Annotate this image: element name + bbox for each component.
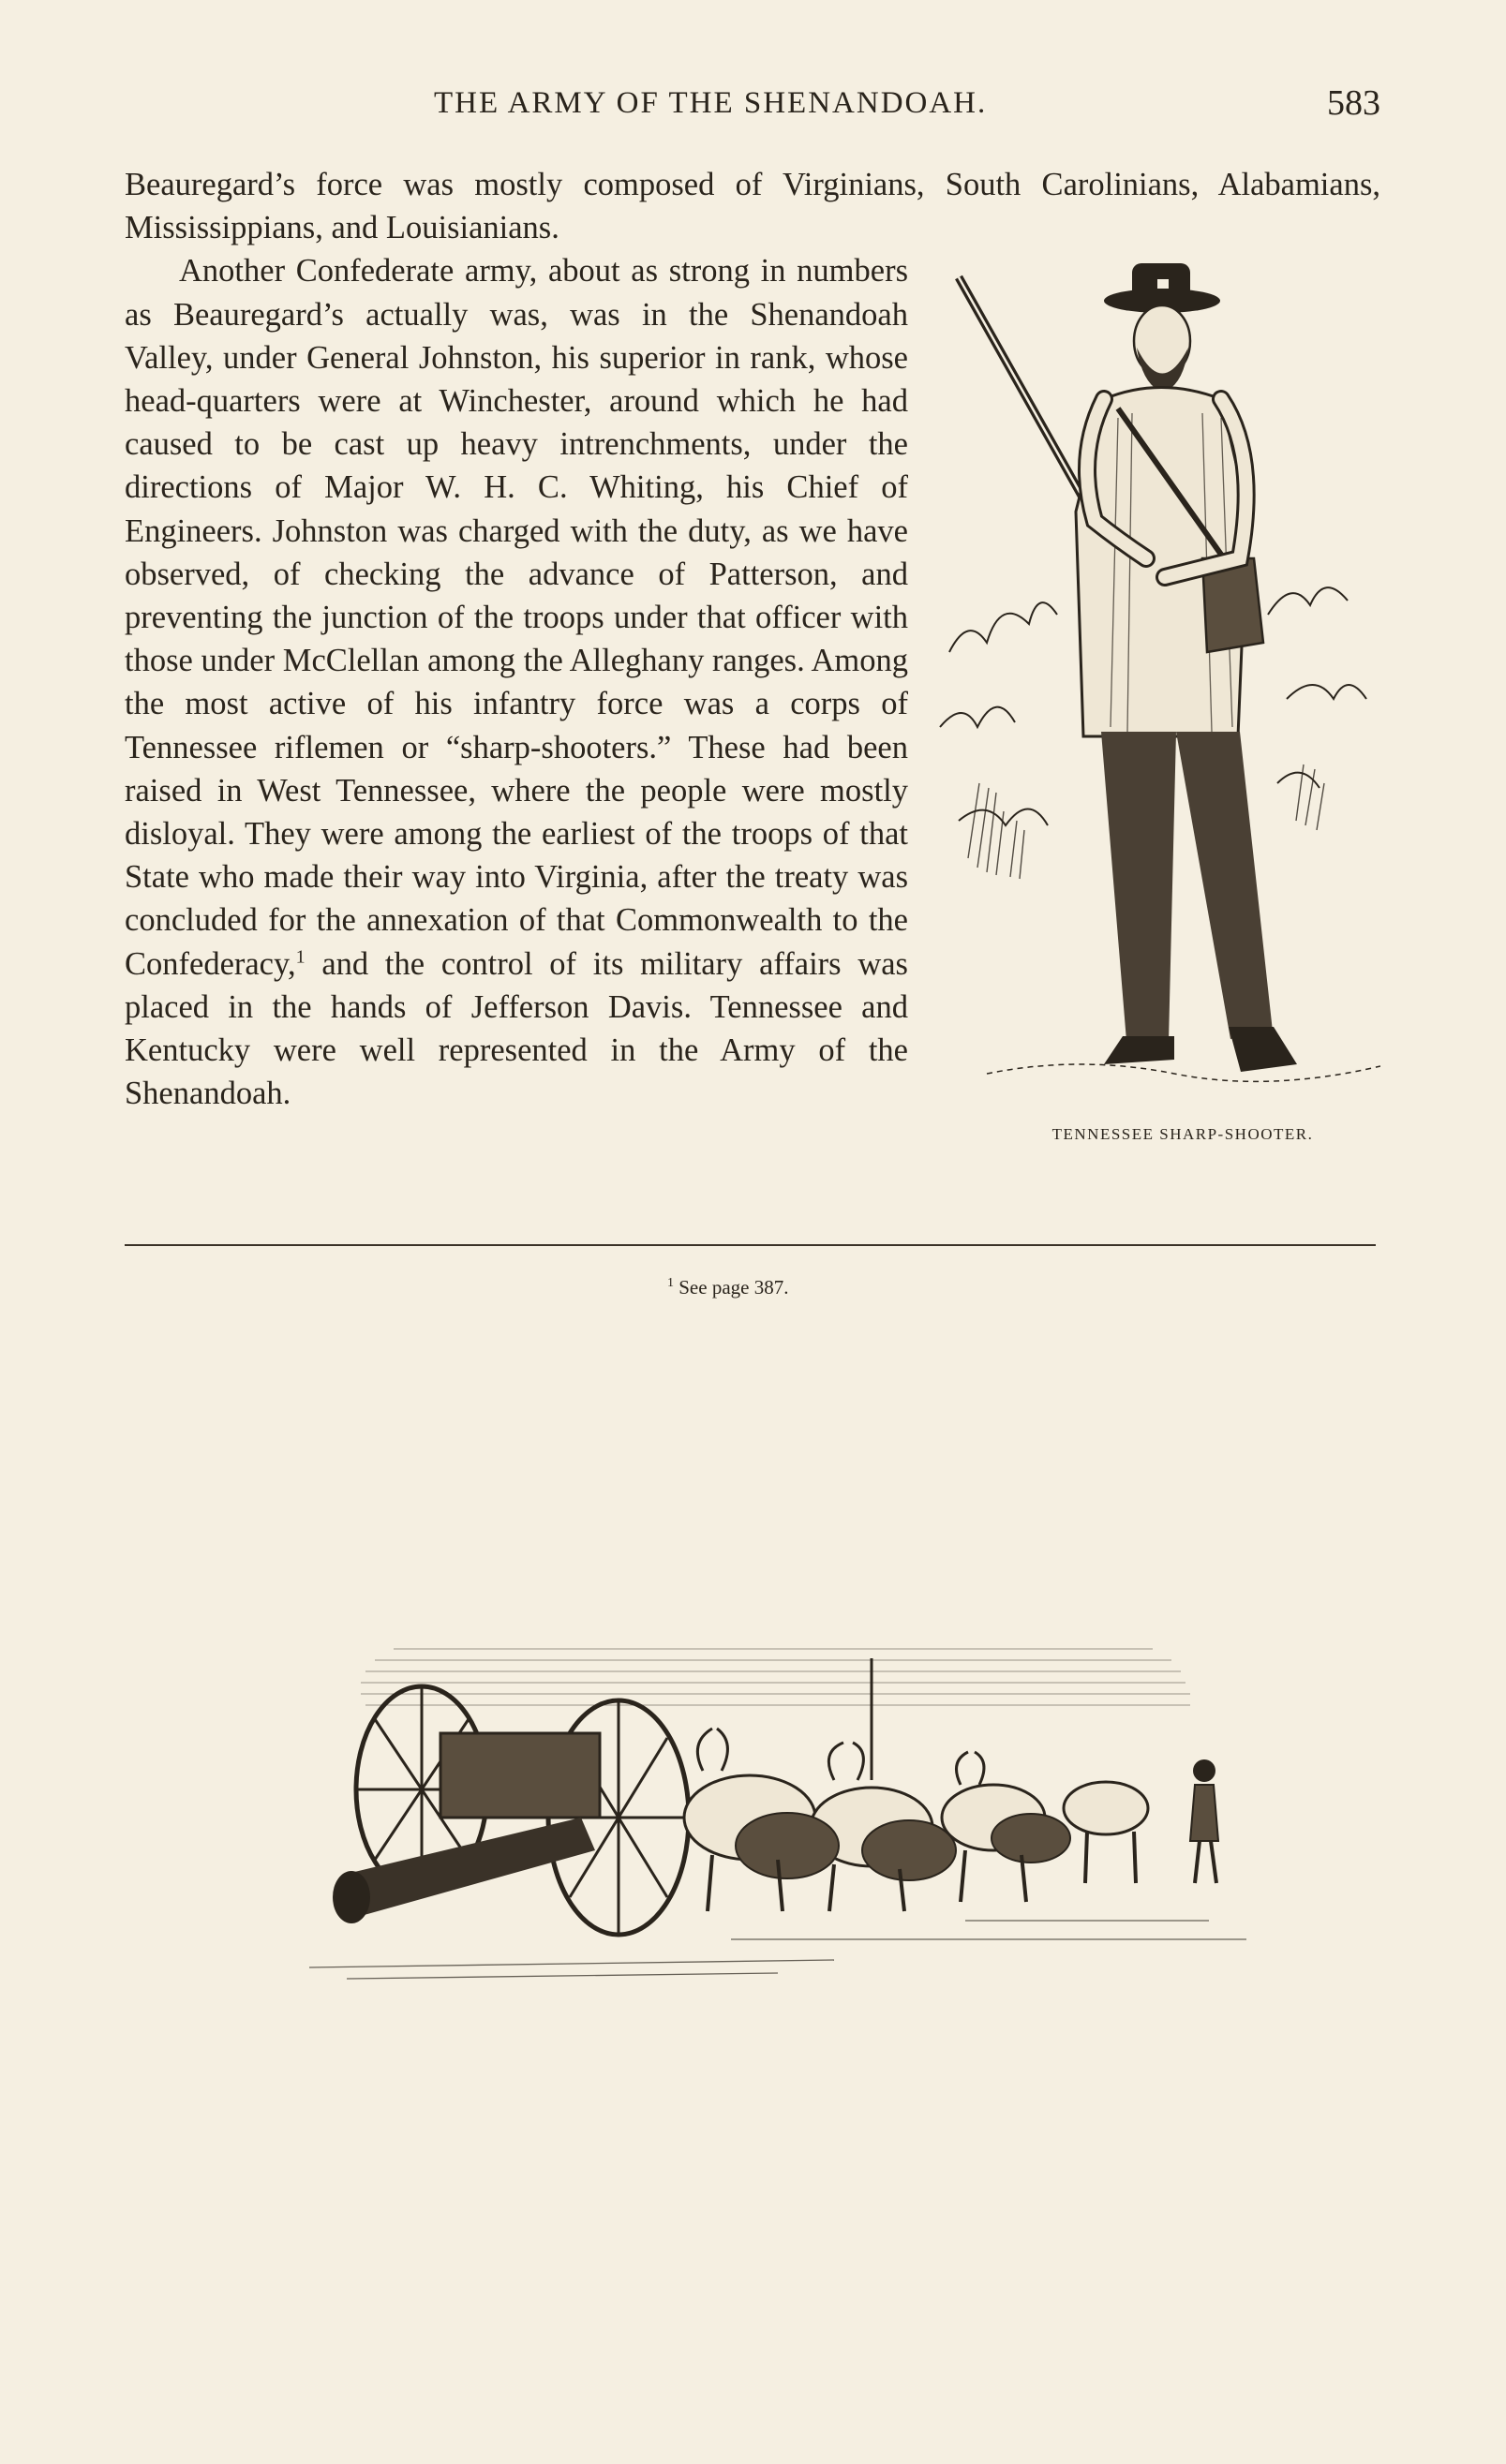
page-number: 583 xyxy=(1327,83,1380,123)
paragraph-2-text-b: and the control of its military affairs was placed in the hands of Jefferson Davis. Tennessee and Kentucky were well represented in the Army of the Shenandoah. xyxy=(125,945,908,1112)
footnote xyxy=(667,1276,788,1299)
sharpshooter-figure xyxy=(931,259,1380,1144)
running-head xyxy=(125,83,1380,131)
footnote-rule xyxy=(125,1244,1376,1246)
footnote-text: See page 387. xyxy=(674,1276,789,1299)
paragraph-2-text-a: Another Confederate army, about as strong in numbers as Beauregard’s actually was, was in the Shenandoah Valley, under General Johnston, his superior in rank, whose head-quarters were at Winchester, around which he had caused to be cast up heavy intrenchments, under the directions of Major W. H. C. Whiting, his Chief of Engineers. Johnston was charged with the duty, as we have observed, of checking the advance of Patterson, and preventing the junction of the troops under that officer with those under McClellan among the Alleghany ranges. Among the most active of his infantry force was a corps of Tennessee riflemen or “sharp-shooters.” These had been raised in West Tennessee, where the people were mostly disloyal. They were among the earliest of the troops of that State who made their way into Virginia, after the treaty was concluded for the annexation of that Commonwealth to the Confederacy, xyxy=(125,253,908,982)
paragraph-2 xyxy=(125,249,1380,1144)
paragraph-1: Beauregard’s force was mostly composed of Virginians, South Carolinians, Alabamians, Mississippians, and Louisianians. xyxy=(125,167,1380,246)
cannon-oxen-engraving xyxy=(309,1630,1246,2005)
body-text xyxy=(125,163,1380,1144)
figure-caption: TENNESSEE SHARP-SHOOTER. xyxy=(1051,1125,1314,1144)
cannon-and-oxen-illustration xyxy=(309,1630,1246,2010)
running-title: THE ARMY OF THE SHENANDOAH. xyxy=(434,86,988,120)
footnote-marker: 1 xyxy=(667,1276,674,1290)
footnote-reference: 1 xyxy=(295,946,306,968)
sharpshooter-illustration xyxy=(931,259,1380,1111)
